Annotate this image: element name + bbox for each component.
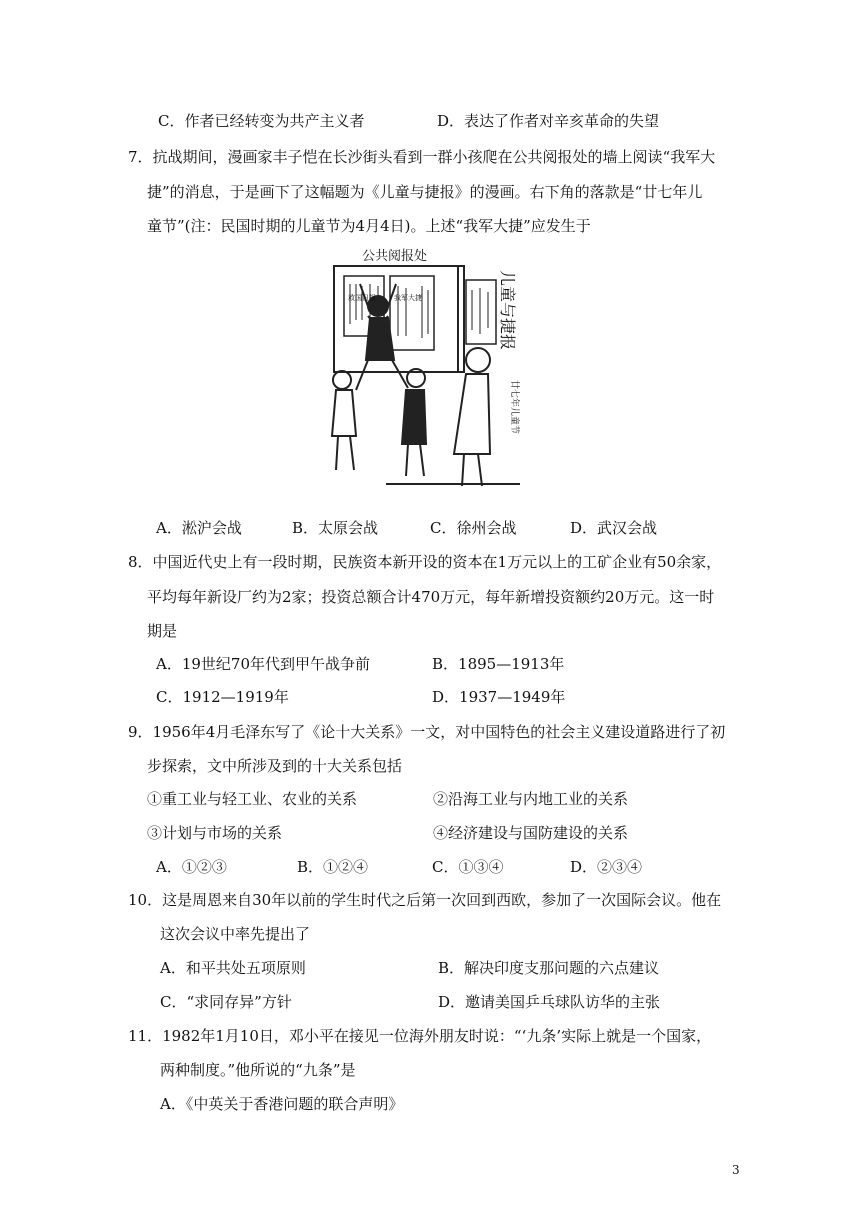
q8-option-d: D．1937—1949年 <box>432 688 566 706</box>
q6-option-c: C．作者已经转变为共产主义者 <box>158 112 365 130</box>
q7-option-a: A．淞沪会战 <box>156 519 242 537</box>
q9-item-4: ④经济建设与国防建设的关系 <box>433 824 629 842</box>
cartoon-title: 儿童与捷报 <box>498 270 517 351</box>
q10-option-a: A．和平共处五项原则 <box>160 959 306 977</box>
q9-option-a: A．①②③ <box>156 858 227 876</box>
q11-stem-line1: 11．1982年1月10日，邓小平在接见一位海外朋友时说：“‘九条’实际上就是一个国家， <box>128 1027 712 1045</box>
page-number: 3 <box>732 1163 740 1177</box>
q10-stem-line1: 10．这是周恩来自30年以前的学生时代之后第一次回到西欧，参加了一次国际会议。他在 <box>128 891 722 909</box>
q7-stem-line3: 童节”(注：民国时期的儿童节为4月4日)。上述“我军大捷”应发生于 <box>147 217 591 235</box>
q8-option-a: A．19世纪70年代到甲午战争前 <box>156 655 371 673</box>
q8-option-b: B．1895—1913年 <box>432 655 565 673</box>
cartoon-sign-text: 公共阅报处 <box>362 249 428 264</box>
q6-option-d: D．表达了作者对辛亥革命的失望 <box>437 112 660 130</box>
q9-stem-line1: 9．1956年4月毛泽东写了《论十大关系》一文，对中国特色的社会主义建设道路进行了初 <box>128 723 726 741</box>
q7-stem-line2: 捷”的消息，于是画下了这幅题为《儿童与捷报》的漫画。右下角的落款是“廿七年儿 <box>147 183 703 201</box>
q9-stem-line2: 步探索，文中所涉及到的十大关系包括 <box>147 757 403 775</box>
q9-item-2: ②沿海工业与内地工业的关系 <box>433 790 629 808</box>
q9-item-3: ③计划与市场的关系 <box>147 824 283 842</box>
q9-option-b: B．①②④ <box>297 858 369 876</box>
q8-stem-line3: 期是 <box>147 622 178 640</box>
q7-stem-line1: 7．抗战期间，漫画家丰子恺在长沙街头看到一群小孩爬在公共阅报处的墙上阅读“我军大 <box>128 148 716 166</box>
q9-option-d: D．②③④ <box>570 858 643 876</box>
q7-option-d: D．武汉会战 <box>570 519 658 537</box>
cartoon-signature: 廿七年儿童节 <box>509 380 519 435</box>
q8-option-c: C．1912—1919年 <box>156 688 289 706</box>
q8-stem-line2: 平均每年新设厂约为2家；投资总额合计470万元，每年新增投资额约20万元。这一时 <box>147 588 715 606</box>
q11-stem-line2: 两种制度。”他所说的“九条”是 <box>160 1061 356 1079</box>
q11-option-a: A．《中英关于香港问题的联合声明》 <box>160 1095 404 1113</box>
q7-option-b: B．太原会战 <box>292 519 379 537</box>
cartoon-children-and-victory-news <box>326 240 524 500</box>
cartoon-notice-b: 我军大捷 <box>394 294 422 302</box>
q10-stem-line2: 这次会议中率先提出了 <box>160 925 311 943</box>
q9-option-c: C．①③④ <box>432 858 504 876</box>
cartoon-notice-a: 救国日报 <box>348 294 376 302</box>
q10-option-b: B．解决印度支那问题的六点建议 <box>438 959 660 977</box>
q10-option-d: D．邀请美国乒乓球队访华的主张 <box>438 993 661 1011</box>
q7-option-c: C．徐州会战 <box>430 519 517 537</box>
q8-stem-line1: 8．中国近代史上有一段时期，民族资本新开设的资本在1万元以上的工矿企业有50余家， <box>128 553 722 571</box>
q9-item-1: ①重工业与轻工业、农业的关系 <box>147 790 358 808</box>
q10-option-c: C．“求同存异”方针 <box>160 993 292 1011</box>
